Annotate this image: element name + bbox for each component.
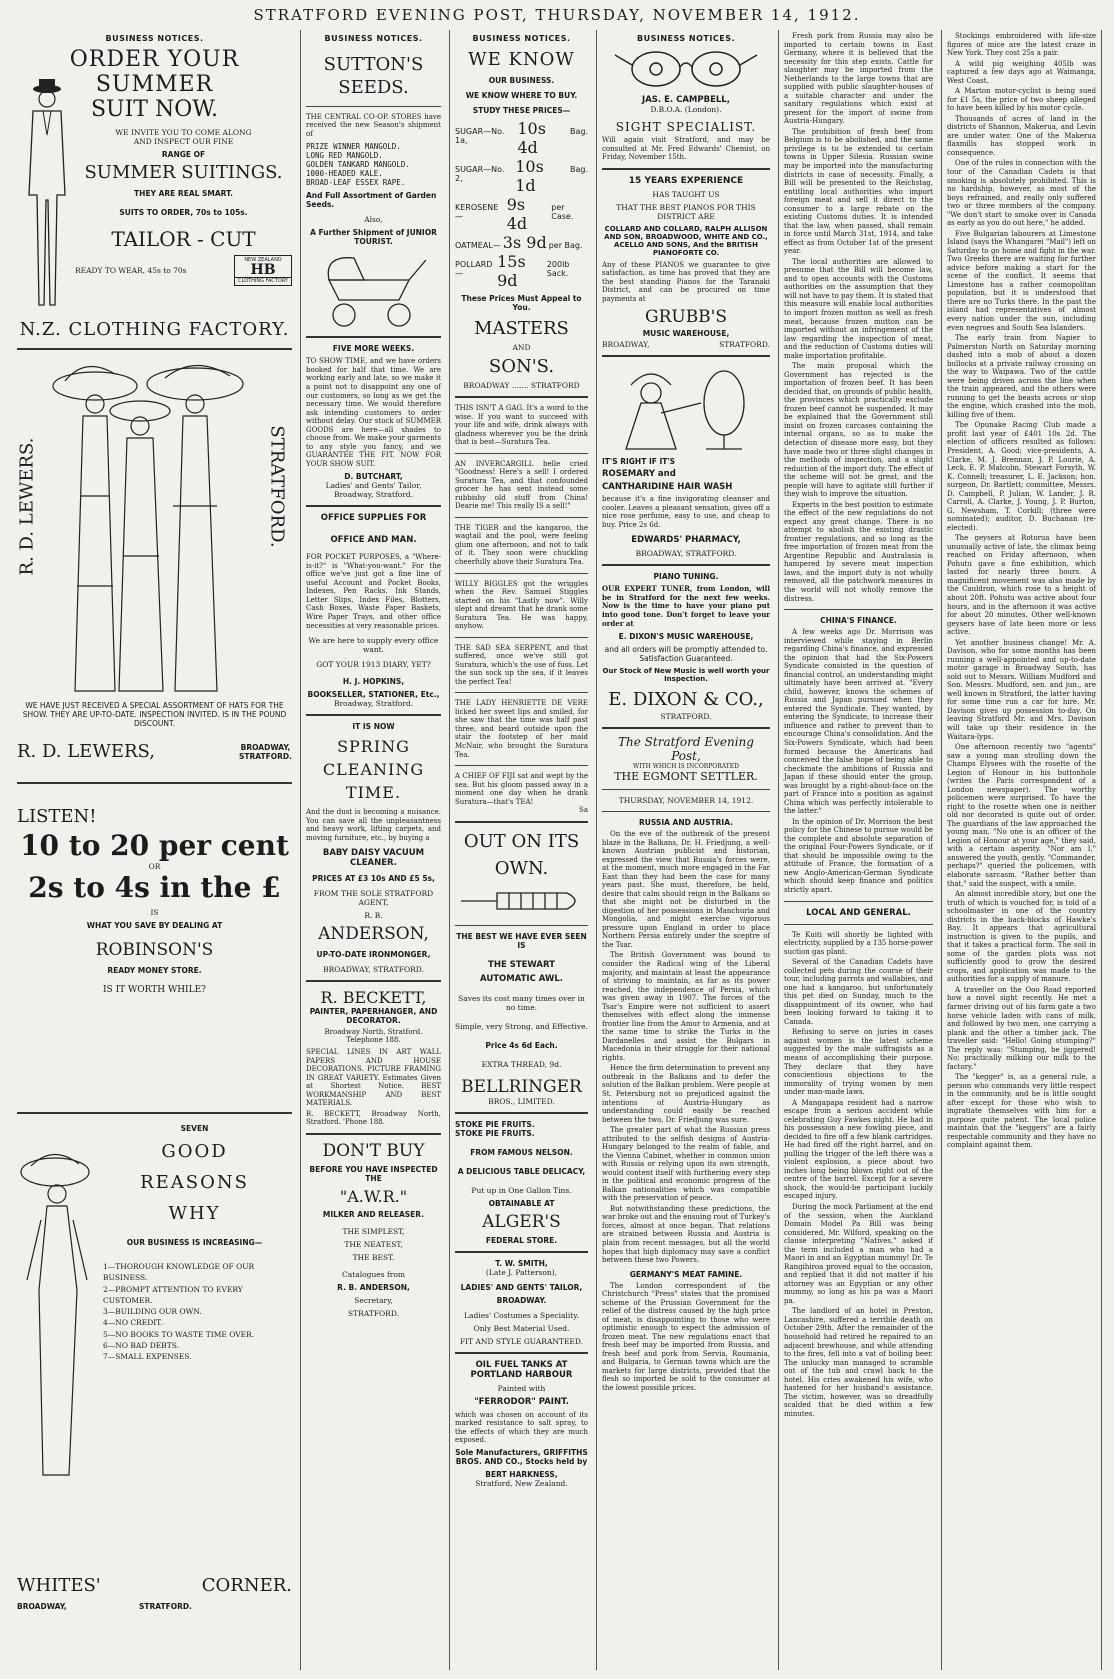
whites-stratford: STRATFORD. bbox=[139, 1602, 192, 1611]
painted-text: Painted with bbox=[497, 1383, 546, 1393]
clothing-range: RANGE OF bbox=[161, 150, 206, 159]
price-label: POLLARD— bbox=[455, 260, 493, 278]
column-header: BUSINESS NOTICES. bbox=[105, 34, 204, 43]
stoke-2: STOKE PIE FRUITS. bbox=[455, 1128, 535, 1138]
divider bbox=[306, 1133, 441, 1135]
awr-name: "A.W.R." bbox=[339, 1186, 408, 1206]
divider bbox=[455, 1352, 588, 1354]
article-paragraph: Hence the firm determination to prevent any outbreak in the Balkans and to defer the solution of the Balkan problem. Were people at St. Petersburg not so prejudiced against the intentions of Austria-Hungary as understanding could easily be reached between the two, Dr. Friedjung was sure. bbox=[602, 1064, 770, 1124]
out-on-its: OUT ON ITS bbox=[463, 830, 580, 852]
column-header: BUSINESS NOTICES. bbox=[636, 34, 735, 43]
tea-sa: Sa bbox=[579, 806, 588, 815]
list-item: 7—SMALL EXPENSES. bbox=[103, 1352, 192, 1361]
price-amount: 10s 1d bbox=[515, 157, 544, 195]
column-3 bbox=[449, 30, 593, 1670]
news-item: Te Kuiti will shortly be lighted with electricity, supplied by a 135 horse-power suction gas plant. bbox=[784, 930, 933, 956]
oil-text: which was chosen on account of its marked resistance to salt spray, to the effects of which they are much exposed. bbox=[455, 1410, 588, 1445]
issue-date: THURSDAY, NOVEMBER 14, 1912. bbox=[618, 796, 754, 806]
our-business: OUR BUSINESS. bbox=[488, 76, 555, 85]
also-text: Also, bbox=[364, 215, 383, 225]
sight-specialist: SIGHT SPECIALIST. bbox=[615, 120, 757, 134]
column-5 bbox=[778, 30, 938, 1670]
smith-name: T. W. SMITH, bbox=[495, 1258, 548, 1268]
tea-gag: THIS ISN'T A GAG. It's a word to the wise. If you want to succeed with your life and wife, drink always with gladness wherever you be the drink that is best—Suratura Tea. bbox=[455, 404, 588, 447]
oil-2: PORTLAND HARBOUR bbox=[470, 1369, 573, 1380]
anderson-name: ANDERSON, bbox=[318, 924, 429, 945]
price-amount: 3s 9d bbox=[502, 233, 547, 252]
lewers-addr-2: STRATFORD. bbox=[239, 751, 292, 761]
bros-text: BROS., LIMITED. bbox=[488, 1096, 555, 1106]
article-paragraph: The greater part of what the Russian press attributed to the selfish designs of Austria-Hungary belonged to the realm of fable, and the Vienna Cabinet, whether in common union with Russia or relying upon its own strength, would content itself with furthering every step in the political and economic progress of the Balkan nationalities which was compatible with the preservation of peace. bbox=[602, 1126, 770, 1203]
divider bbox=[17, 348, 292, 350]
clothing-headline-2: SUIT NOW. bbox=[90, 97, 218, 122]
own-text: OWN. bbox=[494, 857, 549, 879]
divider bbox=[602, 564, 770, 566]
where-buy: WE KNOW WHERE TO BUY. bbox=[465, 91, 578, 100]
whites-broadway: BROADWAY, bbox=[17, 1602, 67, 1611]
price-unit: per Case. bbox=[551, 203, 574, 221]
news-item: The Opunake Racing Club made a profit last year of £401 10s 2d. The election of officers resulted as follows: President, A. Good; vice-presidents, A. Clarke, M. J. Brennan, J. P. Lourie, A. Leck, E. P. Malcolm, Stewart Forsyth, W. K. Connell; treasurer, L. E. Jackson; hon. surgeon, Dr. Bartlett; committee, Messrs. D. Campbell, P. Julian, W. Lander, J. R. Carroll, A. Clarke, J. Young, J. P. Burton, G. Newsham, T. Corkill; (three were nominated); auditor, D. Buchanan (re-elected). bbox=[947, 421, 1096, 532]
news-item: Stockings embroidered with life-size figures of mice are the latest craze in New York. They cost 25s a pair. bbox=[947, 32, 1096, 58]
news-item: A Marton motor-cyclist is being sued for £1 5s, the price of two sheep alleged to have been killed by his motor cycle. bbox=[947, 87, 1096, 113]
divider bbox=[455, 517, 588, 518]
column-header: BUSINESS NOTICES. bbox=[324, 34, 423, 43]
divider bbox=[784, 924, 933, 925]
study-prices: STUDY THESE PRICES— bbox=[472, 106, 571, 115]
whites-ad bbox=[17, 1120, 292, 1620]
incorporated-text: WITH WHICH IS INCORPORATED bbox=[633, 763, 739, 771]
clothing-ready: READY TO WEAR, 45s to 70s bbox=[75, 266, 187, 275]
article-paragraph: On the eve of the outbreak of the present blaze in the Balkans, Dr. H. Friedjung, a well-known Austrian publicist and historian, expressed the view that Russia's forces were, at the moment, much more engaged in the Far East than they had been the case for many years past. She must, therefore, be held, desire that calm should reign in the Balkans so that she might not be disturbed in the digestion of her possessions in Manchuria and Mongolia, and might exercise vigorous pressure upon England in order to place Northern Persia entirely under the sceptre of the Tsar. bbox=[602, 830, 770, 949]
orders-text: and all orders will be promptly attended to. Satisfaction Guaranteed. bbox=[604, 645, 768, 664]
tea-fiji: A CHIEF OF FIJI sat and wept by the sea. But his gloom passed away in a moment one day when he drank Suratura—that's TEA! bbox=[455, 772, 588, 806]
robinson-question: IS IT WORTH WHILE? bbox=[103, 985, 206, 995]
price-row bbox=[455, 157, 588, 195]
listen-heading: LISTEN! bbox=[17, 806, 97, 827]
awl-illustration bbox=[457, 883, 587, 919]
news-item: The geysers at Rotorua have been unusually active of late, the climax being reached on Friday afternoon, when Pohutu gave a fine exhibition, which lasted for nearly three hours. A magnificent movement was also made by the Cauldron, which rose to a height of about 20ft. Pohutu was active about four hours, and in the afternoon it was active for about 20 minutes. Other well-known geysers have of late been more or less active. bbox=[947, 534, 1096, 637]
before-text: BEFORE YOU HAVE INSPECTED THE bbox=[309, 1164, 438, 1183]
clothing-invite-2: AND INSPECT OUR FINE bbox=[133, 137, 234, 146]
saves-text: Saves its cost many times over in no time. bbox=[458, 993, 585, 1012]
article-paragraph: A few weeks ago Dr. Morrison was interviewed while staying in Berlin regarding China's finance, and expressed the opinion that had the Six-Powers Syndicate consisted in the question of financial control, an understanding might ultimately have been arrived at. "Every child, however, knows the schemes of Russia and Japan pursued when they entered the Syndicate. They wanted, by entering the Syndicate, to increase their influence and rather to prevent than to encourage China's consolidation. And the Six-Powers Syndicate, which had been formed because the Americans had conceived the false hope of being able to checkmate the ambitions of Russia and Japan if these should enter the group, was brought by a right-about-face on the part of France into a position as against China which was perfectly intolerable to the latter." bbox=[784, 628, 933, 816]
sons-name: SON'S. bbox=[488, 356, 555, 377]
list-item: 2—PROMPT ATTENTION TO EVERY CUSTOMER. bbox=[103, 1284, 243, 1305]
simple-text: Simple, very Strong, and Effective. bbox=[455, 1021, 588, 1031]
reasons-text: REASONS bbox=[140, 1172, 249, 1193]
reasons-list bbox=[97, 1261, 292, 1362]
list-item: 5—NO BOOKS TO WASTE TIME OVER. bbox=[103, 1329, 255, 1339]
article-paragraph: Experts in the best position to estimate the effect of the new regulations do not expect any great change. There is no attempt to abolish the existing drastic frontier regulations, and so long as the free importation of frozen meat from the Argentine Republic and Australasia is hampered by severe meat inspection laws, and the import duty is not wholly removed, all the patchwork measures in the world will not wholly remove the distress. bbox=[784, 500, 933, 603]
stratford-text: STRATFORD. bbox=[348, 1308, 399, 1318]
clothing-order: SUITS TO ORDER, 70s to 105s. bbox=[119, 208, 248, 217]
save-text: WHAT YOU SAVE BY DEALING AT bbox=[86, 921, 223, 930]
column-6 bbox=[941, 30, 1102, 1670]
divider bbox=[602, 727, 770, 729]
delicacy-text: A DELICIOUS TABLE DELICACY, bbox=[457, 1166, 586, 1176]
ironmonger: UP-TO-DATE IRONMONGER, bbox=[316, 950, 431, 960]
price-row bbox=[455, 119, 588, 157]
oil-1: OIL FUEL TANKS AT bbox=[475, 1359, 568, 1370]
grubbs-addr-1: BROADWAY, bbox=[602, 340, 650, 350]
paper-name: The Stratford Evening Post, bbox=[618, 735, 754, 764]
divider bbox=[306, 980, 441, 982]
column-4 bbox=[596, 30, 775, 1670]
news-item: One of the rules in connection with the tour of the Canadian Cadets is that smoking is absolutely prohibited. This is no hardship, however, as most of the boys refrained, and really only suffered two or three members of the company. "We don't start to smoke over in Canada as early as you do out here," he added. bbox=[947, 159, 1096, 228]
price-label: SUGAR—No. 2, bbox=[455, 165, 505, 183]
tea-sea-serpent: THE SAD SEA SERPENT, and that suffered, once we've still got Suratura, which's the use of fuss. Let the sun sock up the sea, if it leaves the perfect Tea! bbox=[455, 643, 588, 686]
harkness-name: BERT HARKNESS, bbox=[485, 1469, 558, 1479]
pianos-heading: THAT THE BEST PIANOS FOR THIS DISTRICT ARE bbox=[616, 202, 756, 221]
germany-title: GERMANY'S MEAT FAMINE. bbox=[629, 1269, 743, 1279]
divider bbox=[455, 1251, 588, 1253]
tuner-text: OUR EXPERT TUNER, from London, will be in Stratford for the next few weeks. Now is the time to have your piano put into good tone. Don't forget to leave your order at bbox=[602, 584, 770, 628]
spring-now: IT IS NOW bbox=[352, 722, 395, 732]
divider bbox=[455, 692, 588, 693]
article-paragraph: The local authorities are allowed to presume that the Bill will become law, and to open accounts with the Customs authorities on the assumption that they will not have to pay them. It is stated that this measure will enable local authorities to import frozen mutton as well as fresh meat, because frozen mutton can be imported without an infringement of the law regarding the inspection of meat, and the reduction of Customs duties will make importation profitable. bbox=[784, 257, 933, 360]
clothing-invite-1: WE INVITE YOU TO COME ALONG bbox=[115, 128, 252, 137]
beckett-sig: R. BECKETT, Broadway North, Stratford. 'Phone 188. bbox=[306, 1109, 441, 1127]
seeds-list bbox=[306, 142, 441, 187]
tailor-addr: BROADWAY. bbox=[496, 1295, 547, 1305]
butchart-name: D. BUTCHART, bbox=[344, 472, 403, 482]
taught-text: HAS TAUGHT US bbox=[652, 189, 720, 199]
hb-badge bbox=[234, 255, 292, 286]
appeal-text: These Prices Must Appeal to You. bbox=[461, 294, 582, 312]
news-item: Five Bulgarian labourers at Limestone Island (says the Whangarei "Mail") left on Saturday to go home and fight in the war. Two Greeks there are waiting for further advice before making a start for the scene of the conflict. It seems that Limestone has a rather cosmopolitan population, but it is understood that there are no Turks there. In the past the island had representatives of almost every nation under the sun, including even negroes and South Sea Islanders. bbox=[947, 229, 1096, 332]
dust-text: And the dust is becoming a nuisance. You can save all the unpleasantness and heavy work, lifting carpets, and moving furniture, etc., by buying a bbox=[306, 808, 441, 842]
experience-text: 15 YEARS EXPERIENCE bbox=[628, 175, 744, 186]
news-item: A wild pig weighing 405lb was captured a few days ago at Waimanga, West Coast. bbox=[947, 59, 1096, 85]
news-item: An almost incredible story, but one the truth of which is vouched for, is told of a schoolmaster in one of the country districts in the back-blocks of Hawke's Bay. It appears that agricultural instruction is given to the pupils, and that it takes a practical form. The soil in some of the garden plots was not sufficiently good to grow the desired crops, and application was made to the authorities for a supply of manure. bbox=[947, 890, 1096, 984]
beckett-name: R. BECKETT, bbox=[320, 988, 427, 1008]
tailor-title: LADIES' AND GENTS' TAILOR, bbox=[460, 1282, 583, 1292]
right-text: IT'S RIGHT IF IT'S bbox=[602, 457, 676, 467]
article-paragraph: The British Government was bound to consider the Radical wing of the Liberal majority, and maintain at least the appearance of striving to maintain, as far as its power reached, the independence of Persia, which was given away in 1907. The forces of the Tsar's Empire were not sufficient to assert themselves with effect along the immense frontier line from the Amur to Armenia, and at the same time to strike the Turks in the Dardanelles and assist the Bulgars in Macedonia in their struggle for their national rights. bbox=[602, 951, 770, 1062]
russia-title: RUSSIA AND AUSTRIA. bbox=[639, 818, 733, 828]
divider bbox=[306, 106, 441, 107]
beckett-addr: Broadway North, Stratford. Telephone 188. bbox=[324, 1028, 423, 1045]
tea-invercargill: AN INVERCARGILL belle cried "Goodness! Here's a sell! I ordered Suratura Tea, and that confounded grocer he has sent instead some rubbishy old stuff from China! Dearie me! This really IS a sell!" bbox=[455, 459, 588, 511]
lewers-ad bbox=[17, 356, 292, 776]
rb-anderson: R. B. ANDERSON, bbox=[337, 1282, 410, 1292]
hair-text: because it's a fine invigorating cleanser and cooler. Leaves a pleasant sensation, gives off a nice rose perfume, easy to use, and cheap to buy. Price 2s 6d. bbox=[602, 495, 770, 529]
ladies-hats-illustration bbox=[45, 356, 255, 696]
divider bbox=[784, 609, 933, 610]
column-2 bbox=[300, 30, 446, 1670]
rb-initials: R. B. bbox=[364, 911, 383, 921]
edwards-name: EDWARDS' PHARMACY, bbox=[631, 535, 741, 546]
tea-tiger: THE TIGER and the kangaroo, the wagtail and the pool, were feeling glum one afternoon, and not to talk of it. They soon were chuckling cheerfully above their Suratura Tea. bbox=[455, 523, 588, 566]
anderson-addr: BROADWAY, STRATFORD. bbox=[323, 965, 424, 975]
suttons-heading: SUTTON'S SEEDS. bbox=[323, 54, 424, 99]
garden-seeds: And Full Assortment of Garden Seeds. bbox=[306, 191, 437, 210]
clothing-factory: N.Z. CLOTHING FACTORY. bbox=[19, 319, 290, 340]
tea-biggles: WILLY BIGGLES got the wriggles when the Rev. Samuel Stiggles started on his "Lastly now". Willy slept and dreamt that he drank some Suratura Tea. He was happy, anyhow. bbox=[455, 579, 588, 631]
agents-text: Sole Manufacturers, GRIFFITHS BROS. AND CO., Stocks held by bbox=[455, 1447, 588, 1466]
office-title-2: OFFICE AND MAN. bbox=[330, 535, 417, 546]
beckett-text: SPECIAL LINES IN ART WALL PAPERS AND HOUSE DECORATIONS. PICTURE FRAMING IN GREAT VARIETY. Estimates Given at Shortest Notice. BEST WORKMANSHIP AND BEST MATERIALS. bbox=[306, 1048, 441, 1108]
five-weeks: FIVE MORE WEEKS. bbox=[332, 344, 415, 354]
corner-name: CORNER. bbox=[201, 1575, 292, 1596]
fit-text: FIT AND STYLE GUARANTEED. bbox=[459, 1336, 584, 1346]
news-item: Refusing to serve on juries in cases against women is the latest scheme suggested by the male suffragists as a means of accomplishing their purpose. They declare that they have conscientious objections to the immorality of trying women by men under man-made laws. bbox=[784, 1028, 933, 1097]
from-agent: FROM THE SOLE STRATFORD AGENT, bbox=[313, 889, 434, 908]
column-header: BUSINESS NOTICES. bbox=[472, 34, 571, 43]
masters-addr: BROADWAY ....... STRATFORD bbox=[463, 381, 580, 390]
pram-text: A Further Shipment of JUNIOR TOURIST. bbox=[310, 228, 437, 247]
diary-text: GOT YOUR 1913 DIARY, YET? bbox=[316, 660, 431, 670]
shillings-line: 2s to 4s in the £ bbox=[28, 871, 281, 904]
russia-article bbox=[602, 830, 770, 1265]
divider bbox=[455, 573, 588, 574]
spectacles-illustration bbox=[611, 47, 761, 91]
divider bbox=[455, 637, 588, 638]
piano-makers: COLLARD AND COLLARD, RALPH ALLISON AND SON, BROADWOOD, WHITE AND CO., ACELLO AND SONS, And the BRITISH PIANOFORTE CO. bbox=[604, 224, 768, 257]
price-row bbox=[455, 195, 588, 233]
price-amount: 15s 9d bbox=[497, 252, 526, 290]
increasing-text: OUR BUSINESS IS INCREASING— bbox=[126, 1238, 263, 1247]
algers-name: ALGER'S bbox=[482, 1211, 561, 1232]
is-text: IS bbox=[150, 908, 159, 917]
article-paragraph: But notwithstanding these predictions, the war broke out and the ensuing rout of Turkey's forces, almost at once began. That relations are strained between Russia and Austria is plain from recent messages, but all the world hopes that high diplomacy may save a conflict between these two Powers. bbox=[602, 1204, 770, 1265]
masthead: STRATFORD EVENING POST, THURSDAY, NOVEMBER 14, 1912. bbox=[253, 6, 861, 24]
price-amount: 10s 4d bbox=[517, 119, 546, 157]
daisy-price: PRICES AT £3 10s AND £5 5s, bbox=[312, 874, 435, 884]
hopkins-name: H. J. HOPKINS, bbox=[342, 677, 405, 687]
best-text: THE BEST. bbox=[352, 1252, 395, 1262]
news-item: A Mangapapa resident had a narrow escape from a serious accident while celebrating Guy Fawkes night. He had in his possession a new fowling piece, and decided to fire off a few blank cartridges. He had fired off the right barrel, and on pulling the trigger of the left there was a violent explosion, a piece about two inches long being blown right out of the centre of the barrel. Except for a severe shock, the would-be participant luckily escaped injury. bbox=[784, 1098, 933, 1201]
tuning-heading: PIANO TUNING. bbox=[653, 572, 719, 582]
clothing-ad bbox=[17, 47, 292, 342]
badge-top: NEW ZEALAND bbox=[244, 257, 282, 263]
clothing-smart: THEY ARE REAL SMART. bbox=[134, 189, 233, 198]
divider bbox=[784, 901, 933, 902]
pianos-text: Any of these PIANOS we guarantee to give satisfaction, as time has proved that they are the best standing Pianos for the Taranaki District, and can be procured on time payments at bbox=[602, 260, 770, 303]
robinson-ad bbox=[17, 806, 292, 1106]
good-text: GOOD bbox=[161, 1141, 228, 1162]
campbell-name: JAS. E. CAMPBELL, bbox=[642, 95, 730, 105]
article-paragraph: Fresh pork from Russia may also be imported to certain towns in East Germany, where it is believed that the necessity for this step exists. Cattle for slaughter may be imported from the Netherlands to the large towns that are supplied with public slaughter-houses of a suitable character and under the sanitary regulations which exist at present for the import of swine from Austria-Hungary. bbox=[784, 32, 933, 126]
awl-name-2: AUTOMATIC AWL. bbox=[480, 973, 563, 984]
badge-bottom: CLOTHING FACTORY bbox=[235, 277, 291, 284]
tea-henriette: THE LADY HENRIETTE DE VERE licked her sweet lips and smiled, for she saw that the time was half past three, and beard outside upon the stair the footstep of her maid McNair, who brought the Suratura Tea. bbox=[455, 699, 588, 759]
price-row bbox=[455, 252, 588, 290]
simplest-text: THE SIMPLEST, bbox=[342, 1226, 405, 1236]
news-item: Several of the Canadian Cadets have collected pets during the course of their tour, including parrots and wallabies, and one had a kangaroo, but unfortunately this pet died on Sunday, much to the disappointment of its owner, who had been looking forward to taking it to Canada. bbox=[784, 958, 933, 1026]
article-paragraph: In the opinion of Dr. Morrison the best policy for the Chinese to pursue would be the complete and absolute separation of the original Four-Powers Syndicate, or if that should be impossible owing to the attitude of France, the formation of a new Anglo-American-German Syndicate which should keep finance and politics strictly apart. bbox=[784, 817, 933, 894]
divider bbox=[17, 1112, 292, 1114]
masters-name: MASTERS bbox=[474, 318, 569, 339]
nelson-text: FROM FAMOUS NELSON. bbox=[470, 1147, 573, 1157]
sight-text: Will again visit Stratford, and may be consulted at Mr. Fred Edwards' Chemist, on Friday, November 15th. bbox=[602, 136, 770, 162]
price-label: SUGAR—No. 1a, bbox=[455, 127, 505, 145]
federal-text: FEDERAL STORE. bbox=[485, 1235, 558, 1245]
and-text: AND bbox=[512, 343, 531, 352]
robinson-store: READY MONEY STORE. bbox=[107, 966, 202, 975]
thread-text: EXTRA THREAD, 9d. bbox=[481, 1059, 562, 1069]
spring-1: SPRING bbox=[337, 737, 410, 757]
divider bbox=[602, 168, 770, 170]
list-item: GOLDEN TANKARD MANGOLD. bbox=[306, 160, 410, 170]
divider bbox=[455, 396, 588, 398]
office-text: FOR POCKET PURPOSES, a "Where-is-it?" is "What-you-want." For the office we've just got a fine line of useful Account and Pocket Books, Indexes, Pen Racks, Ink Stands, Letter Slips, Index Files, Blotters, Cash Boxes, Waste Paper Baskets, Wire Paper Trays, and other office necessities at very reasonable prices. bbox=[306, 553, 441, 630]
patterson-text: (Late J. Patterson), bbox=[485, 1267, 558, 1277]
cantharidine-text: CANTHARIDINE HAIR WASH bbox=[602, 482, 733, 493]
lewers-name: R. D. LEWERS, bbox=[17, 741, 155, 762]
hopkins-addr: Broadway, Stratford. bbox=[333, 699, 414, 709]
price-label: OATMEAL— bbox=[455, 241, 501, 250]
office-title-1: OFFICE SUPPLIES FOR bbox=[320, 513, 427, 524]
daisy-cleaner: BABY DAISY VACUUM CLEANER. bbox=[322, 848, 425, 869]
egmont-settler: THE EGMONT SETTLER. bbox=[614, 770, 758, 784]
news-item: A traveller on the Ooo Road reported how a novel sight recently. He met a farmer driving out of his farm gate a two horse vehicle laden with cans of milk, and followed by two men, one carrying a plank and the other a timber jack. The traveller said: "Hello! Going stumping?" The reply was: "Stumping, be jiggered! No; practically milking our milk to the factory." bbox=[947, 985, 1096, 1071]
lewers-addr-1: BROADWAY, bbox=[240, 742, 291, 752]
divider bbox=[17, 782, 292, 784]
new-music: Our Stock of New Music is well worth your Inspection. bbox=[602, 667, 770, 684]
dont-buy: DON'T BUY bbox=[322, 1140, 425, 1161]
harkness-addr: Stratford, New Zealand. bbox=[475, 1478, 568, 1488]
whites-name: WHITES' bbox=[17, 1575, 101, 1596]
news-item: The early train from Napier to Palmerston North on Saturday morning dashed into a mob of about a dozen bullocks at a private railway crossing on the way to Waipawa. Two of the cattle were being driven across the line when the train appeared, and the others were running to get the beasts across or stop the engine, which crashed into the mob, killing five of them. bbox=[947, 334, 1096, 419]
article-paragraph: The main proposal which the Government has rejected is the importation of frozen beef. It has been decided that, on grounds of public health, the provinces which practically exclude frozen beef cannot be suspended. It may be explained that the Government still insist on frozen carcases containing the internal organs, so as to make the detection of disease more easy, but they have made two or three slight changes in the methods of inspection, and a slight reduction of the import duty. The effect of the scheme will not be great, and the people will have to agitate still further if they wish to improve the situation. bbox=[784, 362, 933, 499]
divider bbox=[306, 505, 441, 507]
news-item: One afternoon recently two "agents" saw a young man strolling down the Champs Elysees with the rosette of the Legion of Honour in his buttonhole (writes the Paris correspondent of a London newspaper). The worthy policemen were surprised. To have the right to the rosette when one is neither old nor decorated is quite out of order. The guardians of the law approached the young man. "No one is an officer of the Legion of Honour at your age," they said, with a certain asperity. "Nor am I," answered the youth, gently. "Commander, perhaps?" queried the policemen, with elaborate sarcasm. "Rather better than that," said the suspect, with a smile. bbox=[947, 743, 1096, 888]
divider bbox=[602, 355, 770, 357]
price-unit: Bag. bbox=[569, 127, 588, 136]
butchart-text: TO SHOW TIME, and we have orders booked for half that time. We are working early and late, so we make it a point not to disappoint any one of our customers, so long as we get the necessary time. We would therefore ask intending customers to order without delay. Our stock of SUMMER GOODS are here—all shades to choose from. We make your garments to any style you fancy, and we GUARANTEE THE FIT. NOW FOR YOUR SHOW SUIT. bbox=[306, 357, 441, 468]
spring-2: CLEANING bbox=[322, 760, 425, 780]
ferrodor-text: "FERRODOR" PAINT. bbox=[474, 1396, 569, 1407]
beckett-trade: PAINTER, PAPERHANGER, AND DECORATOR. bbox=[309, 1007, 438, 1026]
butchart-addr: Broadway, Stratford. bbox=[333, 490, 414, 500]
secretary-text: Secretary, bbox=[354, 1295, 393, 1305]
price-unit: Bag. bbox=[569, 165, 588, 174]
hopkins-trade: BOOKSELLER, STATIONER, Etc., bbox=[307, 690, 440, 700]
catalogues-text: Catalogues from bbox=[342, 1269, 405, 1279]
or-text: OR bbox=[148, 862, 161, 871]
lewers-side-right: STRATFORD. bbox=[266, 425, 288, 548]
music-warehouse: MUSIC WAREHOUSE, bbox=[642, 329, 730, 339]
list-item: 1—THOROUGH KNOWLEDGE OF OUR BUSINESS. bbox=[103, 1262, 255, 1283]
bellringer-name: BELLRINGER bbox=[461, 1076, 582, 1097]
price-label: KEROSENE— bbox=[455, 203, 499, 221]
butchart-trade: Ladies' and Gents' Tailor, bbox=[325, 481, 422, 491]
lewers-side-left: R. D. LEWERS. bbox=[16, 437, 38, 576]
news-item: The landlord of an hotel in Preston, Lancashire, suffered a terrible death on October 29th. After the remainder of the household had retired he repaired to an adjacent brewhouse, and while attending to the fires, fell into a vat of boiling beer. The unlucky man managed to scramble out of the tub and crawl back to the hotel. His cries awakened his wife, who hastened for her husband's assistance. The victim, however, was so dreadfully scalded that he died within a few minutes. bbox=[784, 1307, 933, 1418]
divider bbox=[306, 336, 441, 338]
local-title: LOCAL AND GENERAL. bbox=[806, 907, 911, 918]
divider bbox=[455, 821, 588, 823]
news-item: During the mock Parliament at the end of the session, when the Auckland Domain Model Pa Bill was being considered, Mr. Wilford, speaking on the clause interpreting "Natives," asked if the term included a man who had a Maori in and an Egyptian mummy! Dr. Te Rangihiroa proved equal to the occasion, and replied that it did not matter if his attorney was an Egyptian or any other mummy, so long as his pa was a Maori pa. bbox=[784, 1203, 933, 1305]
percent-line: 10 to 20 per cent bbox=[20, 829, 289, 862]
awl-price: Price 4s 6d Each. bbox=[485, 1040, 558, 1050]
specialty-text: Ladies' Costumes a Speciality. bbox=[464, 1310, 579, 1320]
divider bbox=[455, 1112, 588, 1114]
china-title: CHINA'S FINANCE. bbox=[820, 616, 897, 626]
article-paragraph: The prohibition of fresh beef from Belgium is to be abolished, and the same privilege is to be extended to certain towns in Upper Silesia. Russian swine may be imported into the manufacturing districts in case of necessity. Finally, a Bill will be presented to the Reichstag, entitling local authorities who import foreign meat and sell it direct to the consumer to a large rebate on the existing Customs duties. It is intended that the law, when passed, shall remain in force until March 31st, 1914, and take effect as from October 1st of the present year. bbox=[784, 127, 933, 256]
seven-text: SEVEN bbox=[180, 1124, 209, 1133]
list-item: LONG RED MANGOLD. bbox=[306, 151, 383, 161]
price-list bbox=[455, 119, 588, 290]
edwards-addr: BROADWAY, STRATFORD. bbox=[635, 549, 737, 559]
obtainable-text: OBTAINABLE AT bbox=[488, 1198, 555, 1208]
grubbs-name: GRUBB'S bbox=[644, 307, 727, 328]
lady-illustration bbox=[17, 1150, 97, 1480]
milker-text: MILKER AND RELEASER. bbox=[322, 1209, 425, 1219]
lady-mirror-illustration bbox=[606, 363, 766, 453]
divider bbox=[455, 925, 588, 926]
news-item: Yet another business change! Mr. A. Davison, who for some months has been running a well-appointed and up-to-date motor garage in Broadway South, has sold out to Messrs. William Mudford and Son. Messrs. Mudford, sen. and jun., are well known in Stratford, the latter having for some time run a car for hire. Mr. Davison gives up possession to-day. On leaving Stratford Mr. and Mrs. Davison will take up their residence in the Waitara-lyps. bbox=[947, 638, 1096, 741]
clothing-suitings: SUMMER SUITINGS. bbox=[84, 162, 283, 183]
divider bbox=[602, 811, 770, 812]
divider bbox=[602, 789, 770, 790]
news-item: Thousands of acres of land in the districts of Shannon, Makerua, and Levin are under water. One of the Makerua flaxmills has stopped work in consequence. bbox=[947, 114, 1096, 157]
neatest-text: THE NEATEST, bbox=[344, 1239, 403, 1249]
column-1 bbox=[12, 30, 297, 1670]
divider bbox=[455, 765, 588, 766]
we-know: WE KNOW bbox=[468, 49, 575, 70]
stoke-1: STOKE PIE FRUITS. bbox=[455, 1119, 535, 1129]
spring-3: TIME. bbox=[345, 783, 402, 803]
list-item: PRIZE WINNER MANGOLD. bbox=[306, 142, 401, 152]
tins-text: Put up in One Gallon Tins. bbox=[471, 1185, 572, 1195]
badge-mid: HB bbox=[250, 262, 276, 278]
list-item: 1000-HEADED KALE. bbox=[306, 169, 383, 179]
clothing-headline-1: ORDER YOUR SUMMER bbox=[69, 47, 240, 97]
news-item: The "kegger" is, as a general rule, a person who commands very little respect in the community, and he is little sought after except for those who wish to ingratiate themselves with him for a purpose quite patent. The local police maintain that the "keggers" are a fairly respectable community and they have no complaint against them. bbox=[947, 1073, 1096, 1150]
pram-illustration bbox=[314, 250, 434, 330]
office-supply: We are here to supply every office want. bbox=[308, 636, 439, 655]
list-item: 3—BUILDING OUR OWN. bbox=[103, 1307, 202, 1316]
robinson-name: ROBINSON'S bbox=[95, 940, 214, 960]
clothing-tailor-cut: TAILOR - CUT bbox=[111, 227, 256, 251]
dboa-text: D.B.O.A. (London). bbox=[650, 105, 722, 114]
germany-text: The London correspondent of the Christchurch "Press" states that the promised scheme of the Prussian Government for the relief of the distress caused by the high price of meat, is disappointing to those who were optimistic enough to expect the admission of frozen meat. The new regulations enact that fresh beef may be imported from Russia, and fresh beef and pork from Servia, Roumania, and Bulgaria, to German towns which are the markets for large districts, provided that the flesh so imported be sold to the consumer at the lowest possible prices. bbox=[602, 1281, 770, 1392]
grubbs-addr-2: STRATFORD. bbox=[719, 340, 770, 350]
dixon-addr: STRATFORD. bbox=[660, 712, 712, 722]
dixon-music: E. DIXON'S MUSIC WAREHOUSE, bbox=[618, 632, 754, 642]
list-item: BROAD-LEAF ESSEX RAPE. bbox=[306, 178, 406, 188]
awl-name-1: THE STEWART bbox=[488, 959, 555, 970]
lewers-text: WE HAVE JUST RECEIVED A SPECIAL ASSORTMENT OF HATS FOR THE SHOW. THEY ARE UP-TO-DATE. INSPECTION INVITED. IS IN THE POUND DISCOUNT. bbox=[22, 701, 287, 728]
price-row bbox=[455, 233, 588, 252]
why-text: WHY bbox=[168, 1203, 221, 1224]
price-unit: 200lb Sack. bbox=[546, 260, 570, 278]
divider bbox=[306, 714, 441, 716]
list-item: 4—NO CREDIT. bbox=[103, 1318, 163, 1328]
list-item: 6—NO BAD DEBTS. bbox=[103, 1340, 179, 1350]
price-amount: 9s 4d bbox=[506, 195, 528, 233]
rosemary-text: ROSEMARY and bbox=[602, 469, 676, 480]
best-seen: THE BEST WE HAVE EVER SEEN IS bbox=[456, 931, 587, 950]
coop-intro: THE CENTRAL CO-OP. STORES have received the new Season's shipment of bbox=[306, 112, 441, 138]
dixon-name: E. DIXON & CO., bbox=[608, 689, 764, 711]
material-text: Only Best Material Used. bbox=[473, 1323, 570, 1333]
price-unit: per Bag. bbox=[548, 241, 583, 250]
divider bbox=[455, 453, 588, 454]
